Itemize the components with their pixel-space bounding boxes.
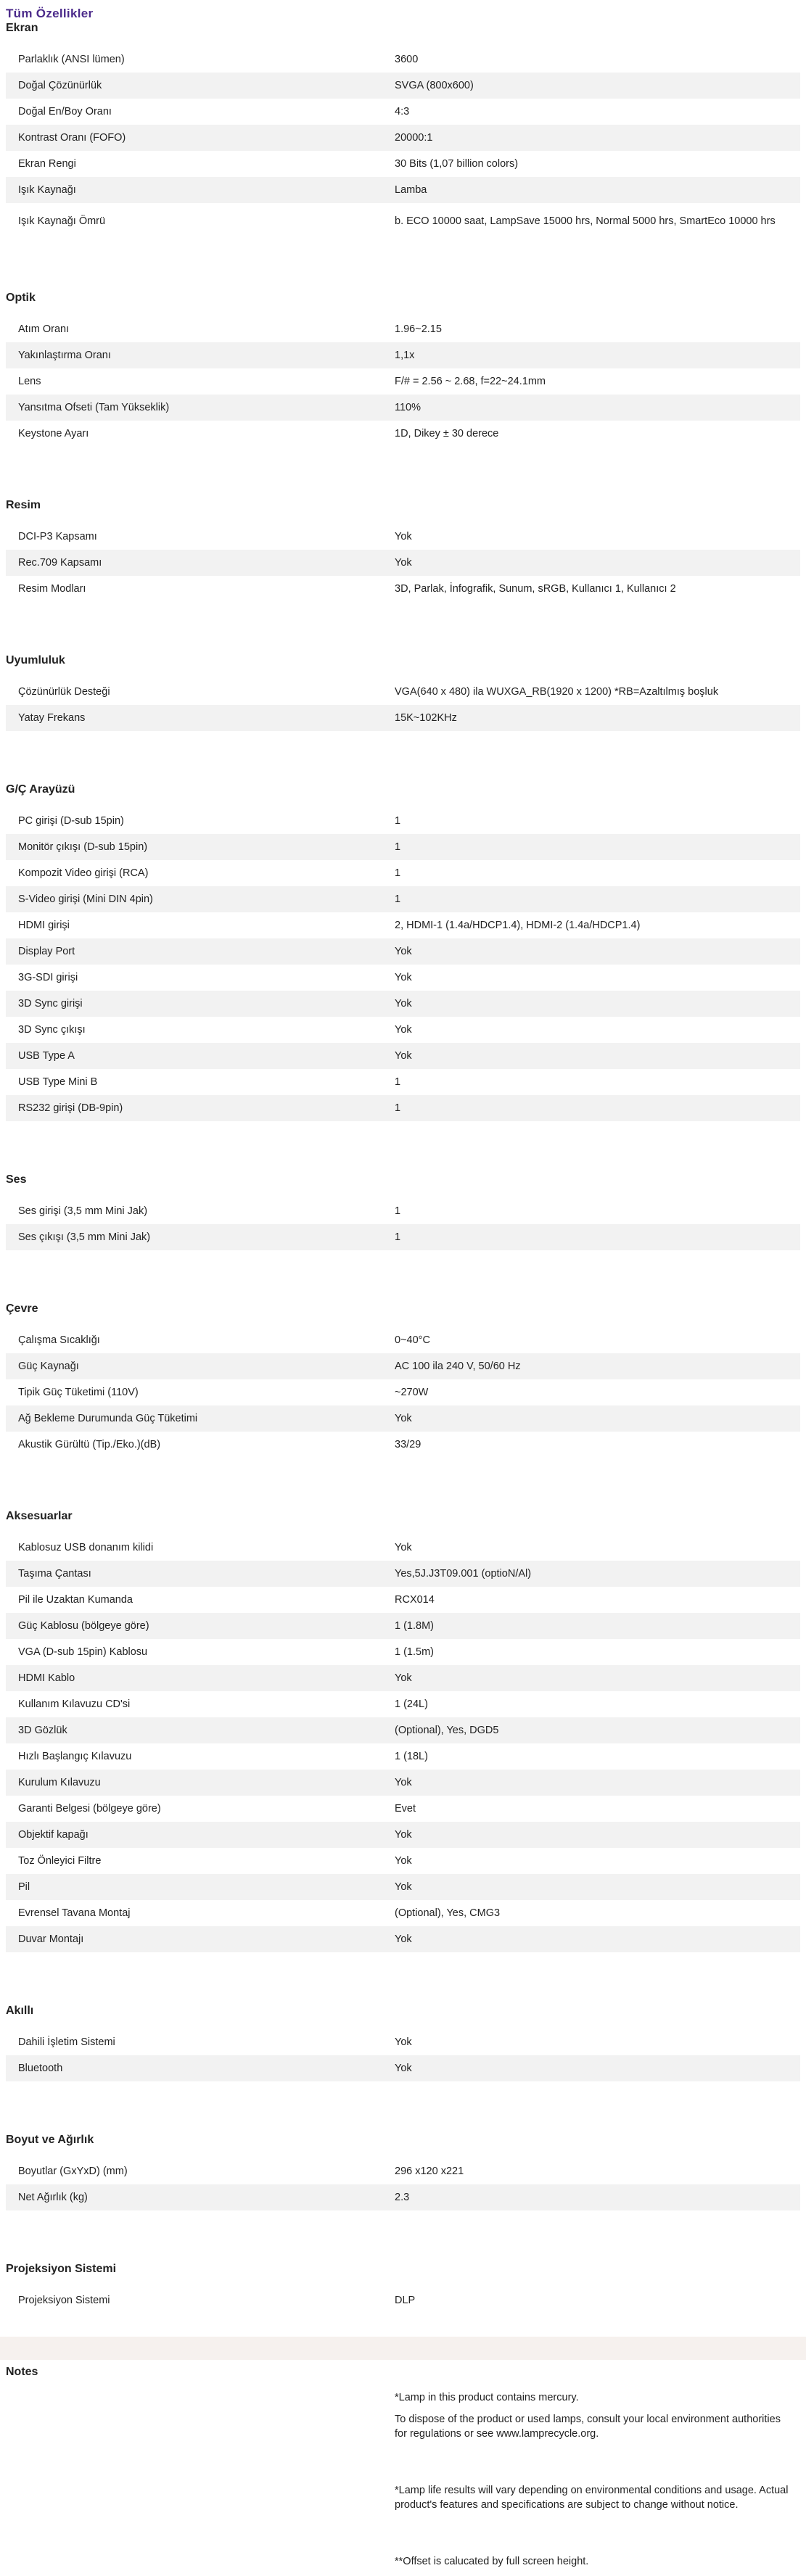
spec-value: Yok <box>395 946 412 957</box>
spec-value: 1 (1.5m) <box>395 1646 434 1658</box>
spec-label: Kompozit Video girişi (RCA) <box>18 867 149 879</box>
spec-row <box>6 1770 800 1796</box>
spec-value: 2, HDMI-1 (1.4a/HDCP1.4), HDMI-2 (1.4a/HDCP1.4) <box>395 920 641 931</box>
spec-label: Güç Kablosu (bölgeye göre) <box>18 1620 149 1632</box>
spec-section <box>6 290 800 447</box>
spec-label: Yatay Frekans <box>18 712 86 724</box>
spec-value: 2.3 <box>395 2192 410 2203</box>
spec-label: Monitör çıkışı (D-sub 15pin) <box>18 841 148 853</box>
spec-label: HDMI Kablo <box>18 1672 75 1684</box>
spec-row <box>6 73 800 99</box>
spec-value: 33/29 <box>395 1439 421 1450</box>
spec-label: 3D Gözlük <box>18 1725 67 1736</box>
section-title: Ekran <box>6 22 38 34</box>
spec-label: Evrensel Tavana Montaj <box>18 1907 131 1919</box>
spec-row <box>6 834 800 860</box>
spec-row <box>6 1043 800 1069</box>
spec-label: Tipik Güç Tüketimi (110V) <box>18 1387 139 1398</box>
spec-row <box>6 912 800 938</box>
spec-row <box>6 177 800 203</box>
spec-label: Ses çıkışı (3,5 mm Mini Jak) <box>18 1231 151 1243</box>
spec-section <box>6 1172 800 1250</box>
spec-section <box>6 653 800 731</box>
spec-row <box>6 1926 800 1952</box>
spec-value: 20000:1 <box>395 132 433 144</box>
spec-row <box>6 1224 800 1250</box>
spec-label: VGA (D-sub 15pin) Kablosu <box>18 1646 148 1658</box>
spec-value: 1 (18L) <box>395 1751 428 1762</box>
spec-label: Garanti Belgesi (bölgeye göre) <box>18 1803 161 1815</box>
spec-section <box>6 2132 800 2210</box>
spec-label: Boyutlar (GxYxD) (mm) <box>18 2166 128 2177</box>
spec-value: F/# = 2.56 ~ 2.68, f=22~24.1mm <box>395 376 546 387</box>
spec-value: Yok <box>395 1024 412 1036</box>
spec-row <box>6 316 800 342</box>
spec-label: Kullanım Kılavuzu CD'si <box>18 1698 131 1710</box>
note-paragraph: *Lamp life results will vary depending on environmental conditions and usage. Actual product's features and specifications are subject to change without notice. <box>395 2485 789 2511</box>
spec-row <box>6 860 800 886</box>
spec-section <box>6 2003 800 2081</box>
spec-label: Parlaklık (ANSI lümen) <box>18 54 125 65</box>
spec-row <box>6 2029 800 2055</box>
spec-value: DLP <box>395 2295 416 2306</box>
spec-label: Display Port <box>18 946 75 957</box>
spec-row <box>6 2184 800 2210</box>
spec-value: 1 (1.8M) <box>395 1620 434 1632</box>
spec-label: Ses girişi (3,5 mm Mini Jak) <box>18 1205 148 1217</box>
section-title: Boyut ve Ağırlık <box>6 2134 94 2146</box>
spec-row <box>6 991 800 1017</box>
spec-value: Yok <box>395 972 412 983</box>
spec-row <box>6 550 800 576</box>
spec-label: Kablosuz USB donanım kilidi <box>18 1542 154 1553</box>
spec-value: 110% <box>395 402 421 413</box>
spec-value: 4:3 <box>395 106 410 117</box>
spec-value: SVGA (800x600) <box>395 80 474 91</box>
spec-value: 15K~102KHz <box>395 712 457 724</box>
spec-value: Yok <box>395 998 412 1010</box>
spec-row <box>6 1717 800 1743</box>
spec-label: Doğal Çözünürlük <box>18 80 102 91</box>
spec-value: Yok <box>395 1933 412 1945</box>
spec-label: RS232 girişi (DB-9pin) <box>18 1102 123 1114</box>
spec-row <box>6 1665 800 1691</box>
spec-label: Kurulum Kılavuzu <box>18 1777 101 1788</box>
notes-content <box>395 2390 800 2576</box>
spec-value: Yok <box>395 1050 412 1062</box>
spec-value: VGA(640 x 480) ila WUXGA_RB(1920 x 1200) *RB=Azaltılmış boşluk <box>395 686 719 698</box>
spec-label: Taşıma Çantası <box>18 1568 91 1580</box>
spec-sections <box>6 20 800 2313</box>
spec-label: Atım Oranı <box>18 323 70 335</box>
spec-value: Yok <box>395 1413 412 1424</box>
spec-value: 1,1x <box>395 350 415 361</box>
spec-row <box>6 1639 800 1665</box>
note-paragraph: **Offset is calucated by full screen height. <box>395 2556 589 2567</box>
spec-label: DCI-P3 Kapsamı <box>18 531 97 542</box>
spec-section <box>6 782 800 1121</box>
spec-label: Resim Modları <box>18 583 86 595</box>
spec-row <box>6 1743 800 1770</box>
section-title: G/Ç Arayüzü <box>6 783 75 796</box>
spec-value: 1 <box>395 841 401 853</box>
spec-value: b. ECO 10000 saat, LampSave 15000 hrs, Normal 5000 hrs, SmartEco 10000 hrs <box>395 215 776 227</box>
spec-label: Pil ile Uzaktan Kumanda <box>18 1594 133 1606</box>
spec-value: 1 <box>395 867 401 879</box>
spec-row <box>6 368 800 395</box>
spec-value: 30 Bits (1,07 billion colors) <box>395 158 519 170</box>
spec-label: Ekran Rengi <box>18 158 76 170</box>
spec-label: Hızlı Başlangıç Kılavuzu <box>18 1751 132 1762</box>
spec-row <box>6 1095 800 1121</box>
spec-value: Yok <box>395 1672 412 1684</box>
spec-row <box>6 1198 800 1224</box>
spec-label: 3D Sync çıkışı <box>18 1024 86 1036</box>
spec-label: Akustik Gürültü (Tip./Eko.)(dB) <box>18 1439 161 1450</box>
spec-section <box>6 2261 800 2313</box>
spec-label: USB Type A <box>18 1050 75 1062</box>
spec-value: 1 <box>395 1076 401 1088</box>
note-gap <box>395 2519 793 2554</box>
spec-label: Rec.709 Kapsamı <box>18 557 102 569</box>
spec-row <box>6 1069 800 1095</box>
spec-label: Çözünürlük Desteği <box>18 686 110 698</box>
spec-label: Duvar Montajı <box>18 1933 84 1945</box>
spec-row <box>6 1613 800 1639</box>
spec-row <box>6 679 800 705</box>
spec-label: Toz Önleyici Filtre <box>18 1855 102 1867</box>
spec-row <box>6 2287 800 2313</box>
spec-row <box>6 151 800 177</box>
spec-row <box>6 1900 800 1926</box>
spec-value: Yok <box>395 1777 412 1788</box>
spec-row <box>6 1353 800 1379</box>
spec-row <box>6 965 800 991</box>
spec-value: Yok <box>395 1542 412 1553</box>
spec-label: Doğal En/Boy Oranı <box>18 106 112 117</box>
spec-value: RCX014 <box>395 1594 435 1606</box>
spec-value: 3600 <box>395 54 419 65</box>
note-paragraph: *Lamp in this product contains mercury. <box>395 2392 579 2403</box>
spec-label: Bluetooth <box>18 2063 63 2074</box>
spec-label: Projeksiyon Sistemi <box>18 2295 110 2306</box>
spec-value: 1 <box>395 1102 401 1114</box>
spec-label: Işık Kaynağı <box>18 184 76 196</box>
spec-label: Objektif kapağı <box>18 1829 89 1841</box>
section-title: Resim <box>6 499 41 511</box>
spec-label: HDMI girişi <box>18 920 70 931</box>
spec-section <box>6 20 800 239</box>
spec-row <box>6 1017 800 1043</box>
spec-row <box>6 2158 800 2184</box>
spec-value: Yok <box>395 2063 412 2074</box>
spec-value: Yok <box>395 1855 412 1867</box>
spec-row <box>6 1405 800 1432</box>
spec-row <box>6 1561 800 1587</box>
spec-row <box>6 1327 800 1353</box>
spec-row <box>6 125 800 151</box>
spec-row <box>6 808 800 834</box>
section-title: Aksesuarlar <box>6 1510 73 1522</box>
spec-row <box>6 421 800 447</box>
spec-row <box>6 524 800 550</box>
spec-value: Lamba <box>395 184 427 196</box>
footer-band <box>0 2337 806 2360</box>
spec-value: 296 x120 x221 <box>395 2166 464 2177</box>
spec-label: Güç Kaynağı <box>18 1361 79 1372</box>
spec-row <box>6 46 800 73</box>
spec-value: Yok <box>395 1881 412 1893</box>
spec-row <box>6 576 800 602</box>
note-gap <box>395 2448 793 2483</box>
spec-value: Yok <box>395 531 412 542</box>
spec-row <box>6 1822 800 1848</box>
spec-label: Dahili İşletim Sistemi <box>18 2036 115 2048</box>
spec-value: 1 (24L) <box>395 1698 428 1710</box>
section-title: Uyumluluk <box>6 654 65 666</box>
spec-label: USB Type Mini B <box>18 1076 98 1088</box>
spec-section <box>6 498 800 602</box>
spec-value: Evet <box>395 1803 416 1815</box>
spec-label: Pil <box>18 1881 30 1893</box>
spec-row <box>6 705 800 731</box>
notes-grid <box>6 2390 800 2576</box>
spec-row <box>6 1535 800 1561</box>
spec-value: Yok <box>395 557 412 569</box>
spec-row <box>6 99 800 125</box>
notes-spacer <box>6 2390 395 2576</box>
spec-value: Yok <box>395 1829 412 1841</box>
page-title: Tüm Özellikler <box>6 7 94 20</box>
spec-row <box>6 886 800 912</box>
spec-value: Yok <box>395 2036 412 2048</box>
spec-value: 0~40°C <box>395 1334 430 1346</box>
spec-value: (Optional), Yes, DGD5 <box>395 1725 499 1736</box>
section-title: Optik <box>6 292 36 304</box>
spec-label: 3G-SDI girişi <box>18 972 78 983</box>
spec-label: Işık Kaynağı Ömrü <box>18 215 106 227</box>
spec-label: S-Video girişi (Mini DIN 4pin) <box>18 893 153 905</box>
notes-title: Notes <box>6 2366 38 2378</box>
spec-label: Ağ Bekleme Durumunda Güç Tüketimi <box>18 1413 198 1424</box>
section-title: Akıllı <box>6 2005 34 2017</box>
spec-row <box>6 938 800 965</box>
spec-label: Kontrast Oranı (FOFO) <box>18 132 126 144</box>
spec-row <box>6 1874 800 1900</box>
section-title: Ses <box>6 1173 27 1186</box>
spec-row <box>6 1848 800 1874</box>
spec-value: Yes,5J.J3T09.001 (optioN/Al) <box>395 1568 532 1580</box>
spec-label: Keystone Ayarı <box>18 428 89 439</box>
spec-value: ~270W <box>395 1387 429 1398</box>
spec-row <box>6 342 800 368</box>
spec-row <box>6 1379 800 1405</box>
spec-section <box>6 1508 800 1952</box>
spec-label: Lens <box>18 376 41 387</box>
spec-row <box>6 1432 800 1458</box>
spec-label: 3D Sync girişi <box>18 998 83 1010</box>
spec-value: (Optional), Yes, CMG3 <box>395 1907 501 1919</box>
spec-row <box>6 203 800 239</box>
spec-label: PC girişi (D-sub 15pin) <box>18 815 124 827</box>
note-paragraph: To dispose of the product or used lamps, consult your local environment authorities for regulations or see www.lamprecycle.org. <box>395 2414 781 2440</box>
spec-value: 1 <box>395 1231 401 1243</box>
spec-value: 1 <box>395 1205 401 1217</box>
spec-value: 1 <box>395 893 401 905</box>
notes-section <box>6 2364 800 2576</box>
spec-value: 1 <box>395 815 401 827</box>
spec-value: 3D, Parlak, İnfografik, Sunum, sRGB, Kullanıcı 1, Kullanıcı 2 <box>395 583 676 595</box>
spec-row <box>6 1796 800 1822</box>
spec-value: 1D, Dikey ± 30 derece <box>395 428 499 439</box>
spec-label: Çalışma Sıcaklığı <box>18 1334 100 1346</box>
spec-value: AC 100 ila 240 V, 50/60 Hz <box>395 1361 521 1372</box>
spec-row <box>6 1587 800 1613</box>
section-title: Projeksiyon Sistemi <box>6 2263 117 2275</box>
spec-row <box>6 2055 800 2081</box>
section-title: Çevre <box>6 1303 38 1315</box>
spec-label: Yansıtma Ofseti (Tam Yükseklik) <box>18 402 170 413</box>
spec-row <box>6 1691 800 1717</box>
spec-row <box>6 395 800 421</box>
spec-label: Yakınlaştırma Oranı <box>18 350 111 361</box>
spec-section <box>6 1301 800 1458</box>
spec-value: 1.96~2.15 <box>395 323 442 335</box>
spec-label: Net Ağırlık (kg) <box>18 2192 88 2203</box>
